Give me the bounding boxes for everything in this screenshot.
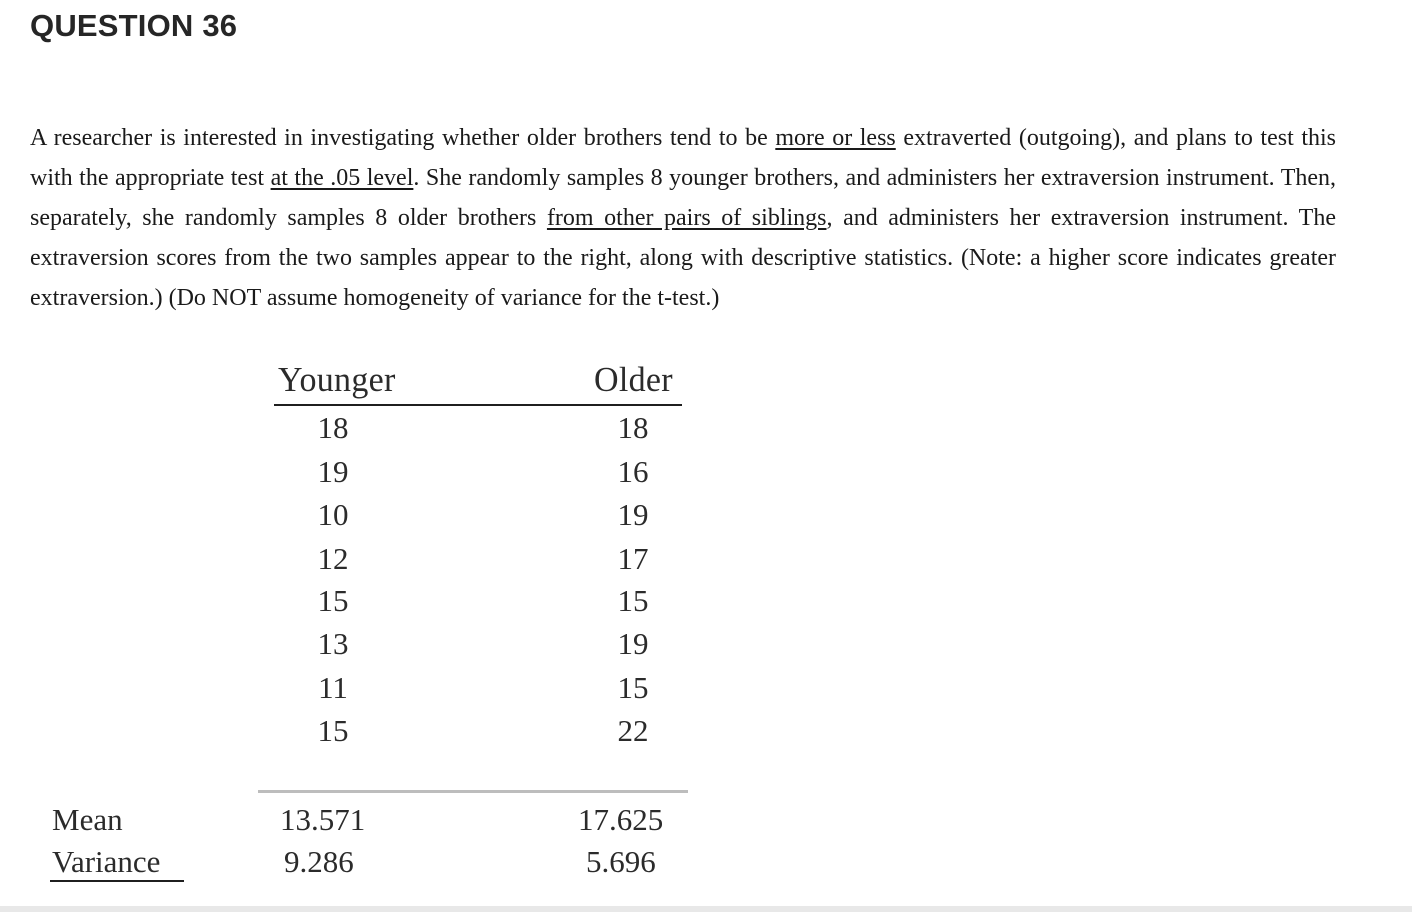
older-score: 16 [617,454,649,489]
older-variance: 5.696 [586,844,656,879]
older-score: 18 [617,410,649,445]
bottom-divider [0,906,1412,912]
younger-score: 15 [317,583,349,618]
header-younger: Younger [278,361,396,400]
older-score: 22 [617,713,649,748]
variance-underline [50,880,184,882]
underlined-significance-level: at the .05 level [270,165,414,191]
younger-score: 19 [317,454,349,489]
older-score: 19 [617,626,649,661]
prompt-text-4: , and administers her extraversion instrument. The extraversion scores from the two samples appear to the right, along with descriptive statistics. (Note: a higher score indicates greater extraversion.) (Do NOT assume homogeneity of variance for the t-test.) [30,205,1336,311]
header-older: Older [594,361,673,400]
younger-score: 18 [317,410,349,445]
younger-score: 13 [317,626,349,661]
older-score: 17 [617,541,649,576]
younger-variance: 9.286 [284,844,354,879]
older-mean: 17.625 [578,802,664,837]
younger-score: 11 [318,670,348,705]
prompt-text-1: A researcher is interested in investigating whether older brothers tend to be [30,125,776,151]
prompt-text-3: . She randomly samples 8 younger brothers, and administers her extraversion instrument. Then, separately, she randomly samples 8 older brothers [30,165,1337,231]
header-rule [274,404,682,406]
younger-score: 10 [317,497,349,532]
underlined-other-siblings: from other pairs of siblings [546,205,827,231]
older-score: 19 [617,497,649,532]
mean-label: Mean [52,802,123,837]
younger-score: 12 [317,541,349,576]
older-score: 15 [617,583,649,618]
younger-mean: 13.571 [280,802,366,837]
question-title: QUESTION 36 [30,8,238,43]
underlined-more-or-less: more or less [775,125,896,151]
summary-rule [258,790,688,793]
prompt-text-2: extraverted (outgoing), and plans to test this with the appropriate test [30,125,1337,191]
older-score: 15 [617,670,649,705]
variance-label: Variance [52,844,161,879]
younger-score: 15 [317,713,349,748]
